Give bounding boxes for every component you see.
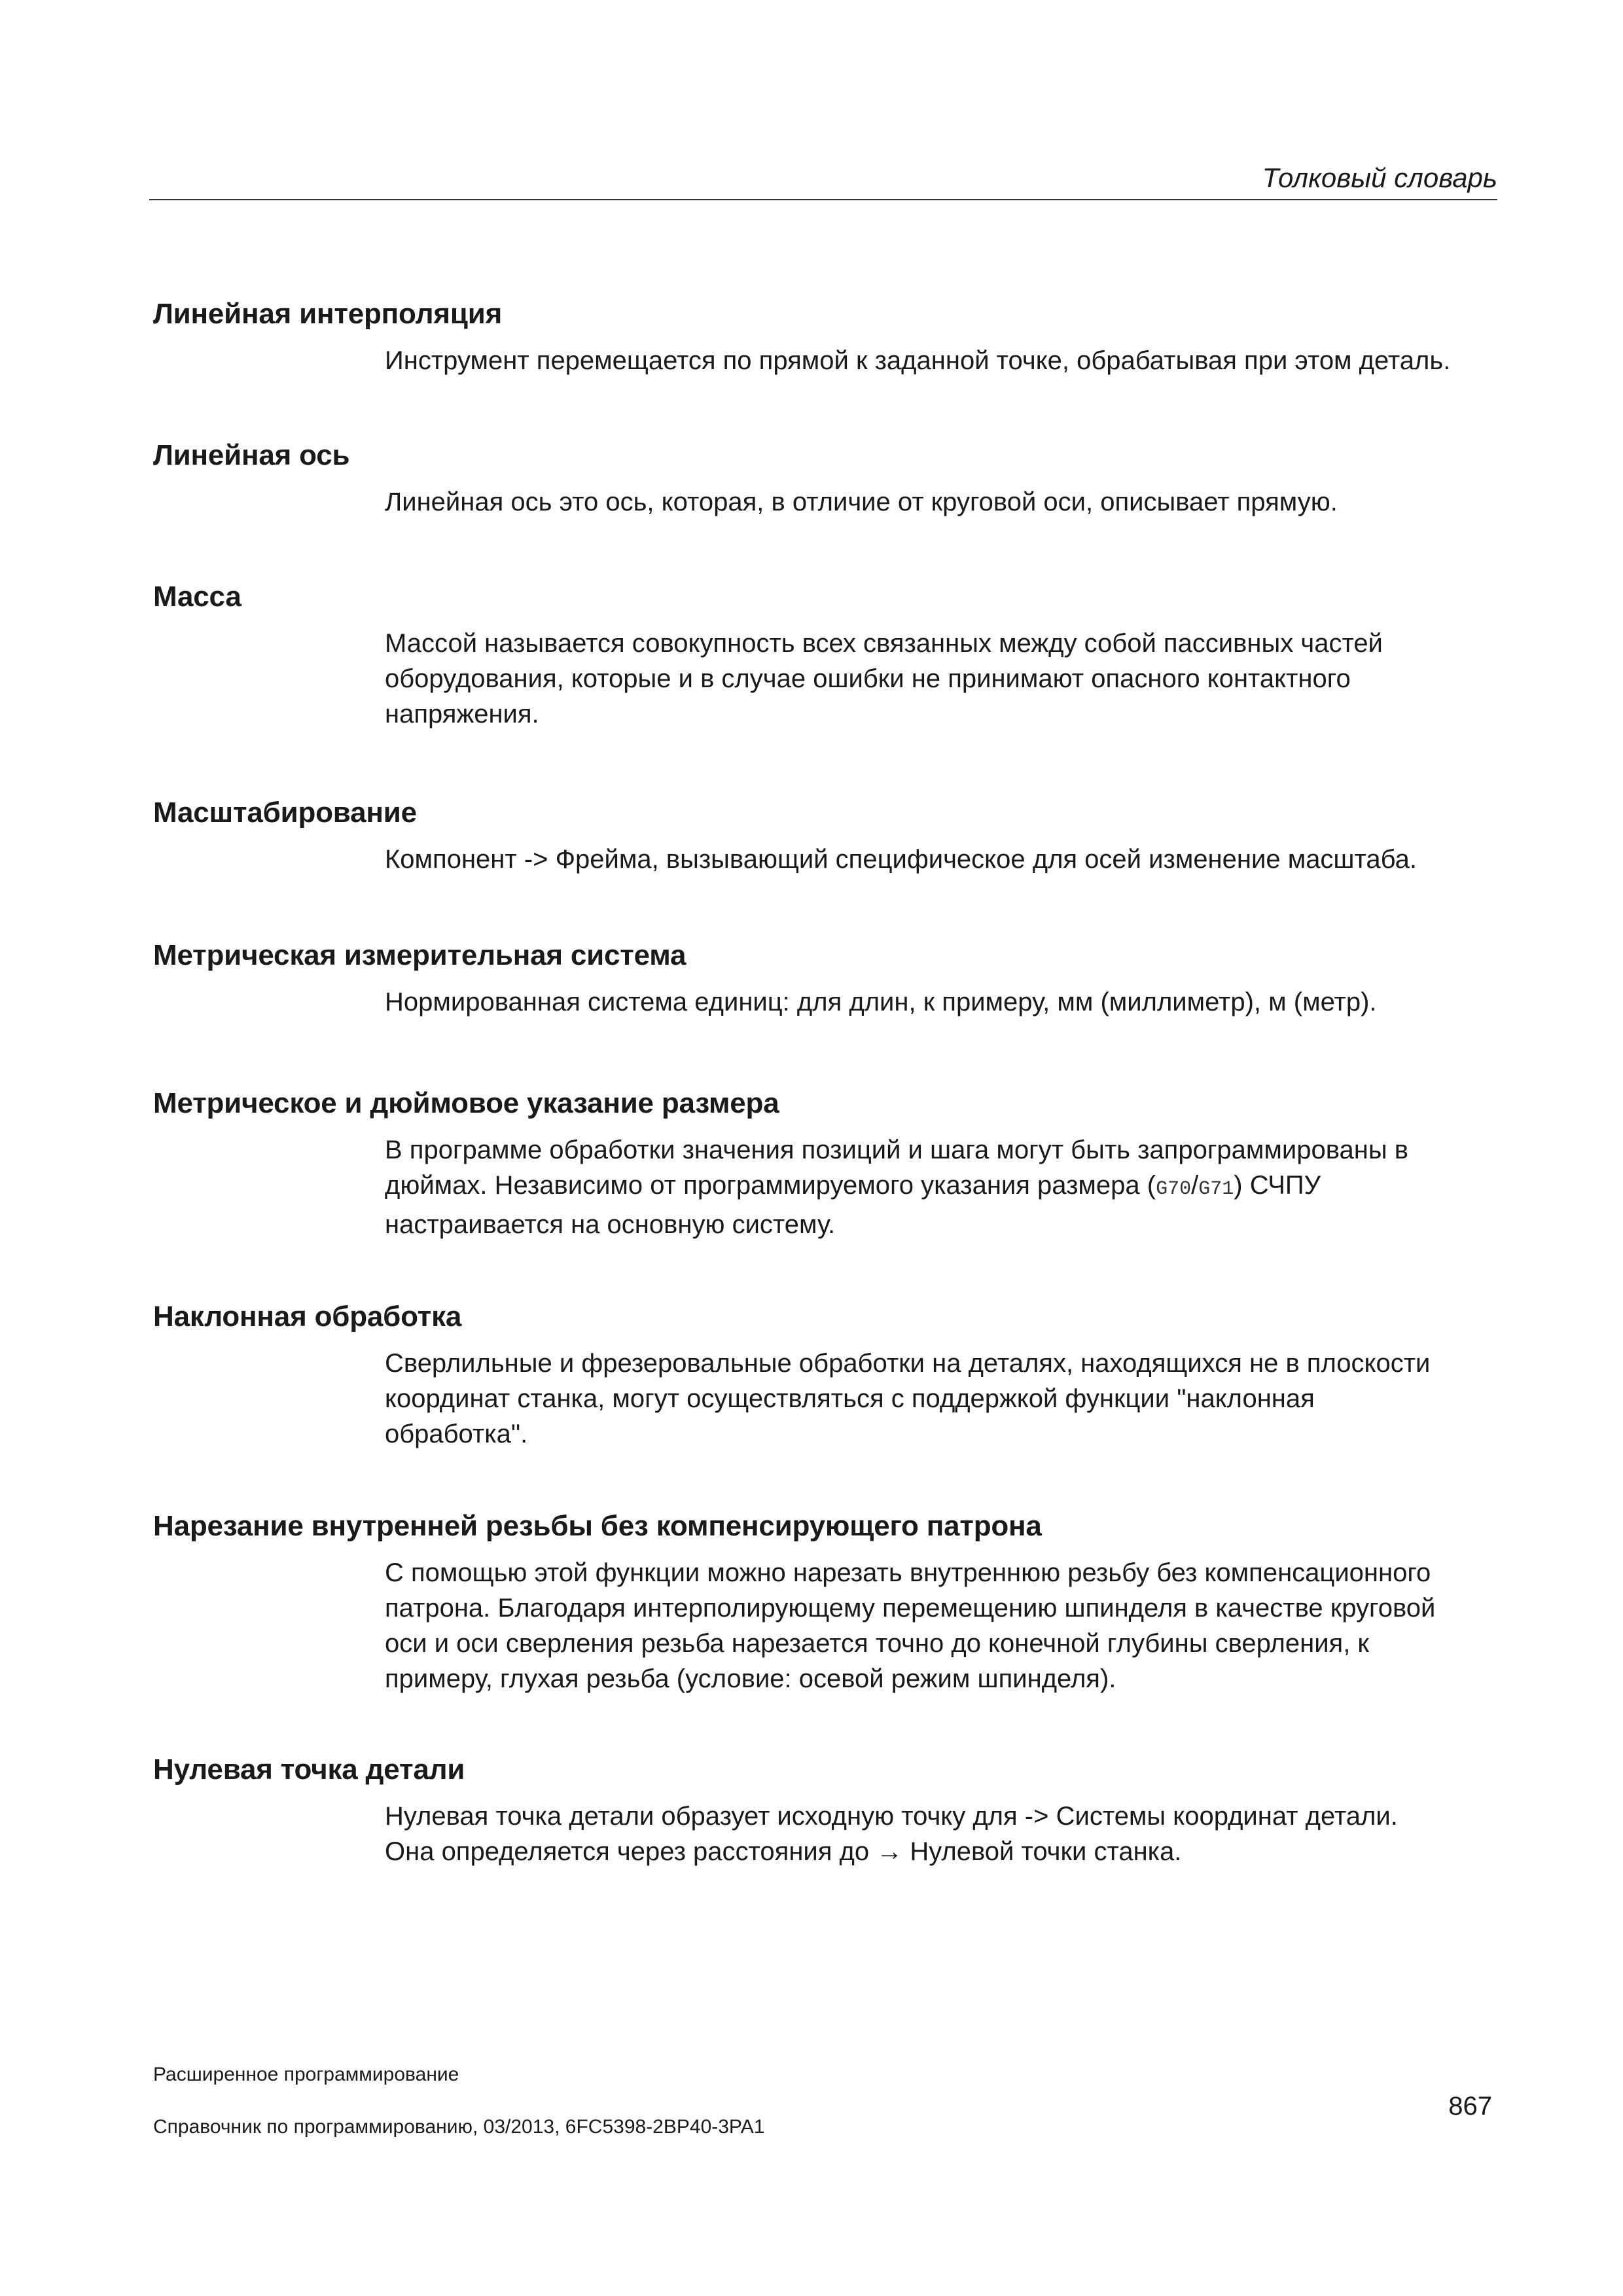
code-g71: G71 (1198, 1178, 1234, 1200)
glossary-entry (153, 296, 1497, 437)
code-g70: G70 (1156, 1178, 1192, 1200)
definition-line: Она определяется через расстояния до → Нулевой точки станка. (385, 1837, 1182, 1866)
glossary-term: Нулевая точка детали (153, 1753, 465, 1785)
glossary-definition (385, 1555, 1497, 1696)
glossary-entry (153, 437, 1497, 579)
glossary-entry (153, 795, 1497, 937)
glossary-term: Метрическая измерительная система (153, 939, 687, 971)
header-rule (149, 199, 1497, 200)
glossary-definition (385, 343, 1497, 378)
glossary-entry (153, 1508, 1497, 1751)
glossary-definition (385, 1132, 1497, 1242)
glossary-term: Нарезание внутренней резьбы без компенсирующего патрона (153, 1510, 1042, 1542)
footer (153, 2062, 764, 2140)
glossary-definition (385, 626, 1497, 732)
glossary-term: Метрическое и дюймовое указание размера (153, 1087, 779, 1119)
definition-line: Линейная ось это ось, которая, в отличие от круговой оси, описывает прямую. (385, 488, 1338, 516)
definition-line: С помощью этой функции можно нарезать внутреннюю резьбу без компенсационного (385, 1558, 1431, 1587)
footer-document-info: Справочник по программированию, 03/2013, 6FC5398-2BP40-3PA1 (153, 2116, 765, 2138)
glossary-term: Линейная интерполяция (153, 298, 503, 330)
glossary-term: Линейная ось (153, 439, 350, 471)
definition-line: Нулевая точка детали образует исходную точку для -> Системы координат детали. (385, 1802, 1398, 1831)
glossary-entry (153, 1751, 1497, 1869)
glossary-entry (153, 579, 1497, 795)
definition-line: Компонент -> Фрейма, вызывающий специфическое для осей изменение масштаба. (385, 845, 1417, 874)
glossary-entry (153, 1299, 1497, 1508)
page-number: 867 (1448, 2092, 1492, 2121)
definition-line: координат станка, могут осуществляться с поддержкой функции "наклонная (385, 1384, 1315, 1413)
definition-line: Инструмент перемещается по прямой к заданной точке, обрабатывая при этом деталь. (385, 346, 1451, 375)
code-separator: / (1191, 1171, 1199, 1200)
footer-document-title: Расширенное программирование (153, 2064, 459, 2085)
glossary-definition (385, 984, 1497, 1020)
running-header-title: Толковый словарь (1262, 162, 1497, 193)
definition-line: примеру, глухая резьба (условие: осевой режим шпинделя). (385, 1664, 1116, 1693)
glossary-entry (153, 937, 1497, 1085)
definition-line: обработка". (385, 1420, 528, 1448)
definition-line: Массой называется совокупность всех связанных между собой пассивных частей (385, 629, 1383, 658)
definition-line: Нормированная система единиц: для длин, к примеру, мм (миллиметр), м (метр). (385, 988, 1377, 1016)
definition-line: оборудования, которые и в случае ошибки не принимают опасного контактного (385, 664, 1351, 693)
definition-line: настраивается на основную систему. (385, 1210, 836, 1239)
glossary-term: Наклонная обработка (153, 1300, 462, 1333)
definition-line: В программе обработки значения позиций и шага могут быть запрограммированы в (385, 1136, 1409, 1164)
glossary-definition (385, 1799, 1497, 1869)
definition-line: патрона. Благодаря интерполирующему перемещению шпинделя в качестве круговой (385, 1594, 1436, 1623)
glossary-entries (153, 296, 1497, 1869)
glossary-definition (385, 1346, 1497, 1452)
glossary-definition (385, 842, 1497, 877)
glossary-definition (385, 484, 1497, 520)
glossary-entry (153, 1085, 1497, 1299)
glossary-term: Масса (153, 581, 241, 613)
definition-line: оси и оси сверления резьба нарезается точно до конечной глубины сверления, к (385, 1629, 1369, 1658)
definition-line: напряжения. (385, 700, 539, 728)
definition-line-end: ) СЧПУ (1234, 1171, 1321, 1200)
glossary-term: Масштабирование (153, 797, 417, 829)
definition-line: дюймах. Независимо от программируемого указания размера ( (385, 1171, 1156, 1200)
definition-line: Сверлильные и фрезеровальные обработки на деталях, находящихся не в плоскости (385, 1349, 1431, 1378)
